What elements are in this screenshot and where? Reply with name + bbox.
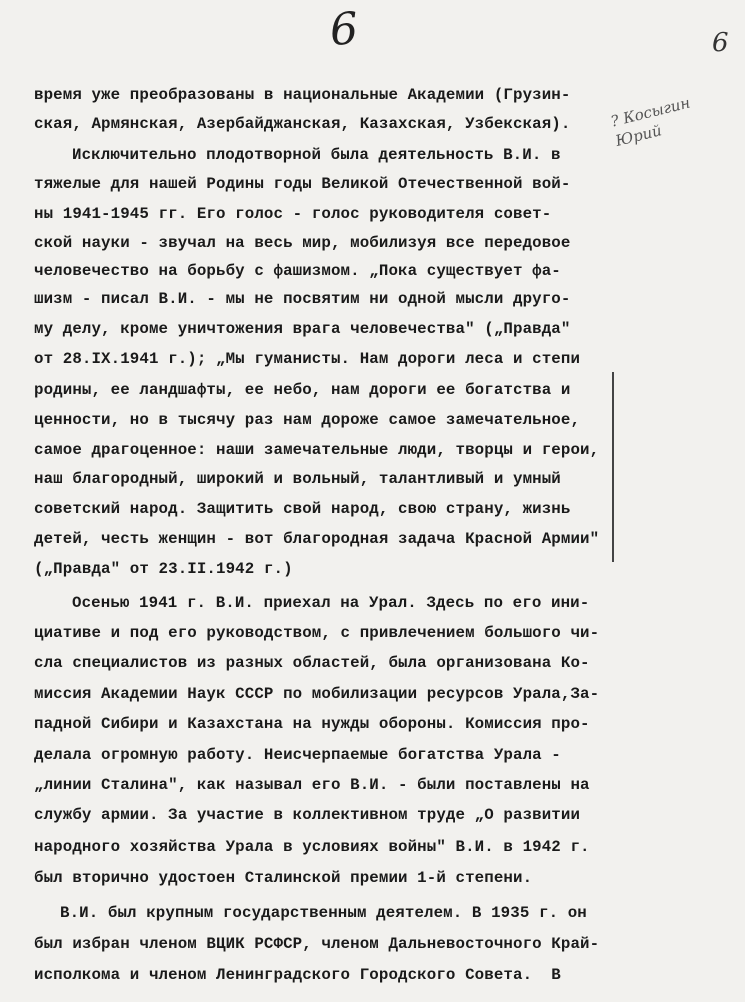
text-line: от 28.IX.1941 г.); „Мы гуманисты. Нам дороги леса и степи xyxy=(34,350,581,368)
text-line: ценности, но в тысячу раз нам дороже самое замечательное, xyxy=(34,411,581,429)
text-line: был избран членом ВЦИК РСФСР, членом Дальневосточного Край- xyxy=(34,935,600,953)
text-line: („Правда" от 23.II.1942 г.) xyxy=(34,560,293,578)
text-line: делала огромную работу. Неисчерпаемые богатства Урала - xyxy=(34,746,561,764)
text-line: му делу, кроме уничтожения врага человечества" („Правда" xyxy=(34,320,571,338)
text-line: Осенью 1941 г. В.И. приехал на Урал. Здесь по его ини- xyxy=(72,594,590,612)
text-line: В.И. был крупным государственным деятелем. В 1935 г. он xyxy=(60,904,587,922)
handwritten-page-number: 6 xyxy=(328,3,360,56)
text-line: ская, Армянская, Азербайджанская, Казахская, Узбекская). xyxy=(34,115,571,133)
text-line: тяжелые для нашей Родины годы Великой Отечественной вой- xyxy=(34,175,571,193)
text-line: ны 1941-1945 гг. Его голос - голос руководителя совет- xyxy=(34,205,552,223)
handwritten-margin-note: ? Косыгин Юрий xyxy=(608,93,692,151)
text-line: ской науки - звучал на весь мир, мобилизуя все передовое xyxy=(34,234,571,252)
text-line: сла специалистов из разных областей, была организована Ко- xyxy=(34,654,590,672)
text-line: советский народ. Защитить свой народ, свою страну, жизнь xyxy=(34,500,571,518)
text-line: миссия Академии Наук СССР по мобилизации ресурсов Урала,За- xyxy=(34,685,600,703)
text-line: наш благородный, широкий и вольный, талантливый и умный xyxy=(34,470,561,488)
text-line: был вторично удостоен Сталинской премии 1-й степени. xyxy=(34,869,533,887)
text-line: народного хозяйства Урала в условиях войны" В.И. в 1942 г. xyxy=(34,838,590,856)
text-line: человечество на борьбу с фашизмом. „Пока существует фа- xyxy=(34,262,561,280)
text-line: „линии Сталина", как называл его В.И. - были поставлены на xyxy=(34,776,590,794)
text-line: циативе и под его руководством, с привлечением большого чи- xyxy=(34,624,600,642)
text-line: шизм - писал В.И. - мы не посвятим ни одной мысли друго- xyxy=(34,290,571,308)
text-line: самое драгоценное: наши замечательные люди, творцы и герои, xyxy=(34,441,600,459)
text-line: исполкома и членом Ленинградского Городского Совета. В xyxy=(34,966,561,984)
text-line: падной Сибири и Казахстана на нужды обороны. Комиссия про- xyxy=(34,715,590,733)
text-line: службу армии. За участие в коллективном труде „О развитии xyxy=(34,806,581,824)
text-line: Исключительно плодотворной была деятельность В.И. в xyxy=(72,146,561,164)
text-line: детей, честь женщин - вот благородная задача Красной Армии" xyxy=(34,530,600,548)
text-line: родины, ее ландшафты, ее небо, нам дороги ее богатства и xyxy=(34,381,571,399)
corner-page-number: 6 xyxy=(712,28,729,58)
text-line: время уже преобразованы в национальные Академии (Грузин- xyxy=(34,86,571,104)
